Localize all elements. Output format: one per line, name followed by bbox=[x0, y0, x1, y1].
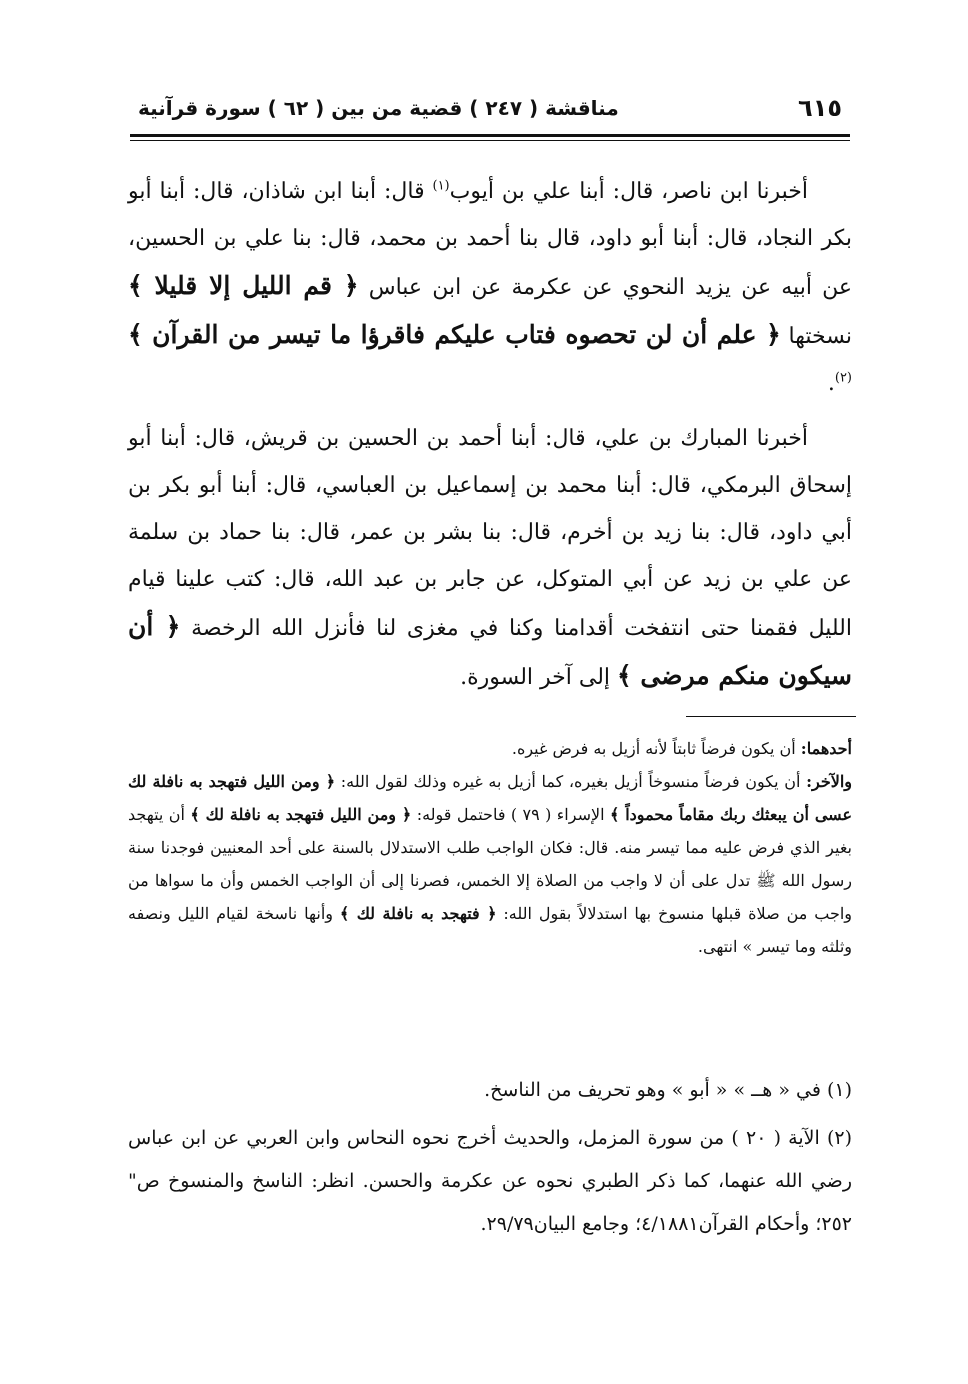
note-2-label: والآخر: bbox=[806, 772, 853, 791]
footnote-2-text: (٢) الآية ( ٢٠ ) من سورة المزمل، والحديث أخرج نحوه النحاس وابن العربي عن ابن عباس رضي الله عنهما، كما ذكر الطبري نحوه عن عكرمة والحسن. انظر: الناسخ والمنسوخ ص" ٢٥٢؛ وأحكام القرآن٤/١٨٨١؛ وجامع البيان٢٩/٧٩. bbox=[128, 1127, 852, 1235]
footnote-separator bbox=[686, 716, 856, 717]
note-1-label: أحدهما: bbox=[800, 739, 852, 758]
paragraph-2-text-a: أخبرنا المبارك بن علي، قال: أبنا أحمد بن الحسين بن قريش، قال: أبنا أبو إسحاق البرمكي، قال: أبنا محمد بن إسماعيل بن العباسي، قال: أبنا أبو بكر بن أبي داود، قال: بنا زيد بن أخرم، قال: بنا بشر بن عمر، قال: بنا حماد بن سلمة عن علي بن زيد عن أبي المتوكل، عن جابر بن عبد الله، قال: كتب علينا قيام الليل فقمنا حتى انتفخت أقدامنا وكنا في مغزى لنا فأنزل الله الرخصة bbox=[128, 426, 852, 641]
paragraph-2-text-b: إلى آخر السورة. bbox=[460, 665, 618, 690]
footnote-1-text: (١) في « هــ » « أبو » وهو تحريف من الناسخ. bbox=[484, 1079, 852, 1101]
quran-verse: ﴿ أن سيكون منكم مرضى ﴾ bbox=[128, 612, 852, 690]
note-1-text: أن يكون فرضاً ثابتاً لأنه أزيل به فرض غيره. bbox=[511, 739, 801, 758]
footnote-ref-1: (١) bbox=[432, 178, 450, 194]
note-2-text-c: أن يتهجد بغير الذي فرض عليه مما تيسر منه. قال: فكان الواجب طلب الاستدلال بالسنة على أحد المعنيين فوجدنا سنة رسول الله ﷺ تدل على أن لا واجب من الصلاة إلا الخمس، فصرنا إلى أن الواجب الخمس وأن ما سواها من واجب من صلاة قبلها منسوخ بها استدلالاً بقول الله: bbox=[128, 805, 853, 923]
quran-verse: ﴿ ومن الليل فتهجد به نافلة لك ﴾ bbox=[190, 805, 412, 824]
footnote-2 bbox=[128, 1117, 852, 1246]
running-title: مناقشة ( ٢٤٧ ) قضية من بين ( ٦٢ ) سورة قرآنية bbox=[138, 96, 619, 120]
note-1 bbox=[128, 732, 852, 765]
commentary-notes bbox=[128, 732, 852, 963]
header-rule-thick bbox=[130, 134, 850, 137]
footnote-ref-2: (٢) bbox=[834, 370, 852, 386]
note-2-text-b: الإسراء ( ٧٩ ) فاحتمل قوله: bbox=[411, 805, 610, 824]
paragraph-1-text-d: . bbox=[827, 371, 835, 396]
paragraph-1 bbox=[128, 168, 852, 407]
quran-verse: ﴿ ومن الليل فتهجد به نافلة لك عسى أن يبعثك ربك مقاماً محموداً ﴾ bbox=[128, 772, 853, 824]
paragraph-2 bbox=[128, 415, 852, 701]
footnote-1 bbox=[128, 1069, 852, 1112]
page-number: ٦١٥ bbox=[798, 94, 842, 122]
paragraph-1-text-b: قال: أبنا ابن شاذان، قال: أبنا أبو بكر النجاد، قال: أبنا أبو داود، قال بنا أحمد بن محمد، قال: بنا علي بن الحسين، عن أبيه عن يزيد النحوي عن عكرمة عن ابن عباس bbox=[128, 179, 852, 300]
note-2-text-a: أن يكون فرضاً منسوخاً أزيل بغيره، كما أزيل به غيره وذلك لقول الله: bbox=[335, 772, 807, 791]
page-header bbox=[130, 92, 850, 132]
note-2-text-d: وأنها ناسخة لقيام الليل ونصفه وثلثه وما تيسر » انتهى. bbox=[128, 904, 852, 956]
paragraph-1-text-c: نسختها bbox=[780, 324, 852, 349]
quran-verse: ﴿ فتهجد به نافلة لك ﴾ bbox=[339, 904, 497, 923]
main-text bbox=[128, 168, 852, 701]
quran-verse: ﴿ قم الليل إلا قليلا ﴾ bbox=[128, 271, 359, 300]
quran-verse: ﴿ علم أن لن تحصوه فتاب عليكم فاقرؤا ما تيسر من القرآن ﴾ bbox=[128, 320, 781, 349]
header-rule-thin bbox=[130, 140, 850, 141]
note-2 bbox=[128, 765, 852, 963]
paragraph-1-text-a: أخبرنا ابن ناصر، قال: أبنا علي بن أيوب bbox=[449, 179, 808, 204]
